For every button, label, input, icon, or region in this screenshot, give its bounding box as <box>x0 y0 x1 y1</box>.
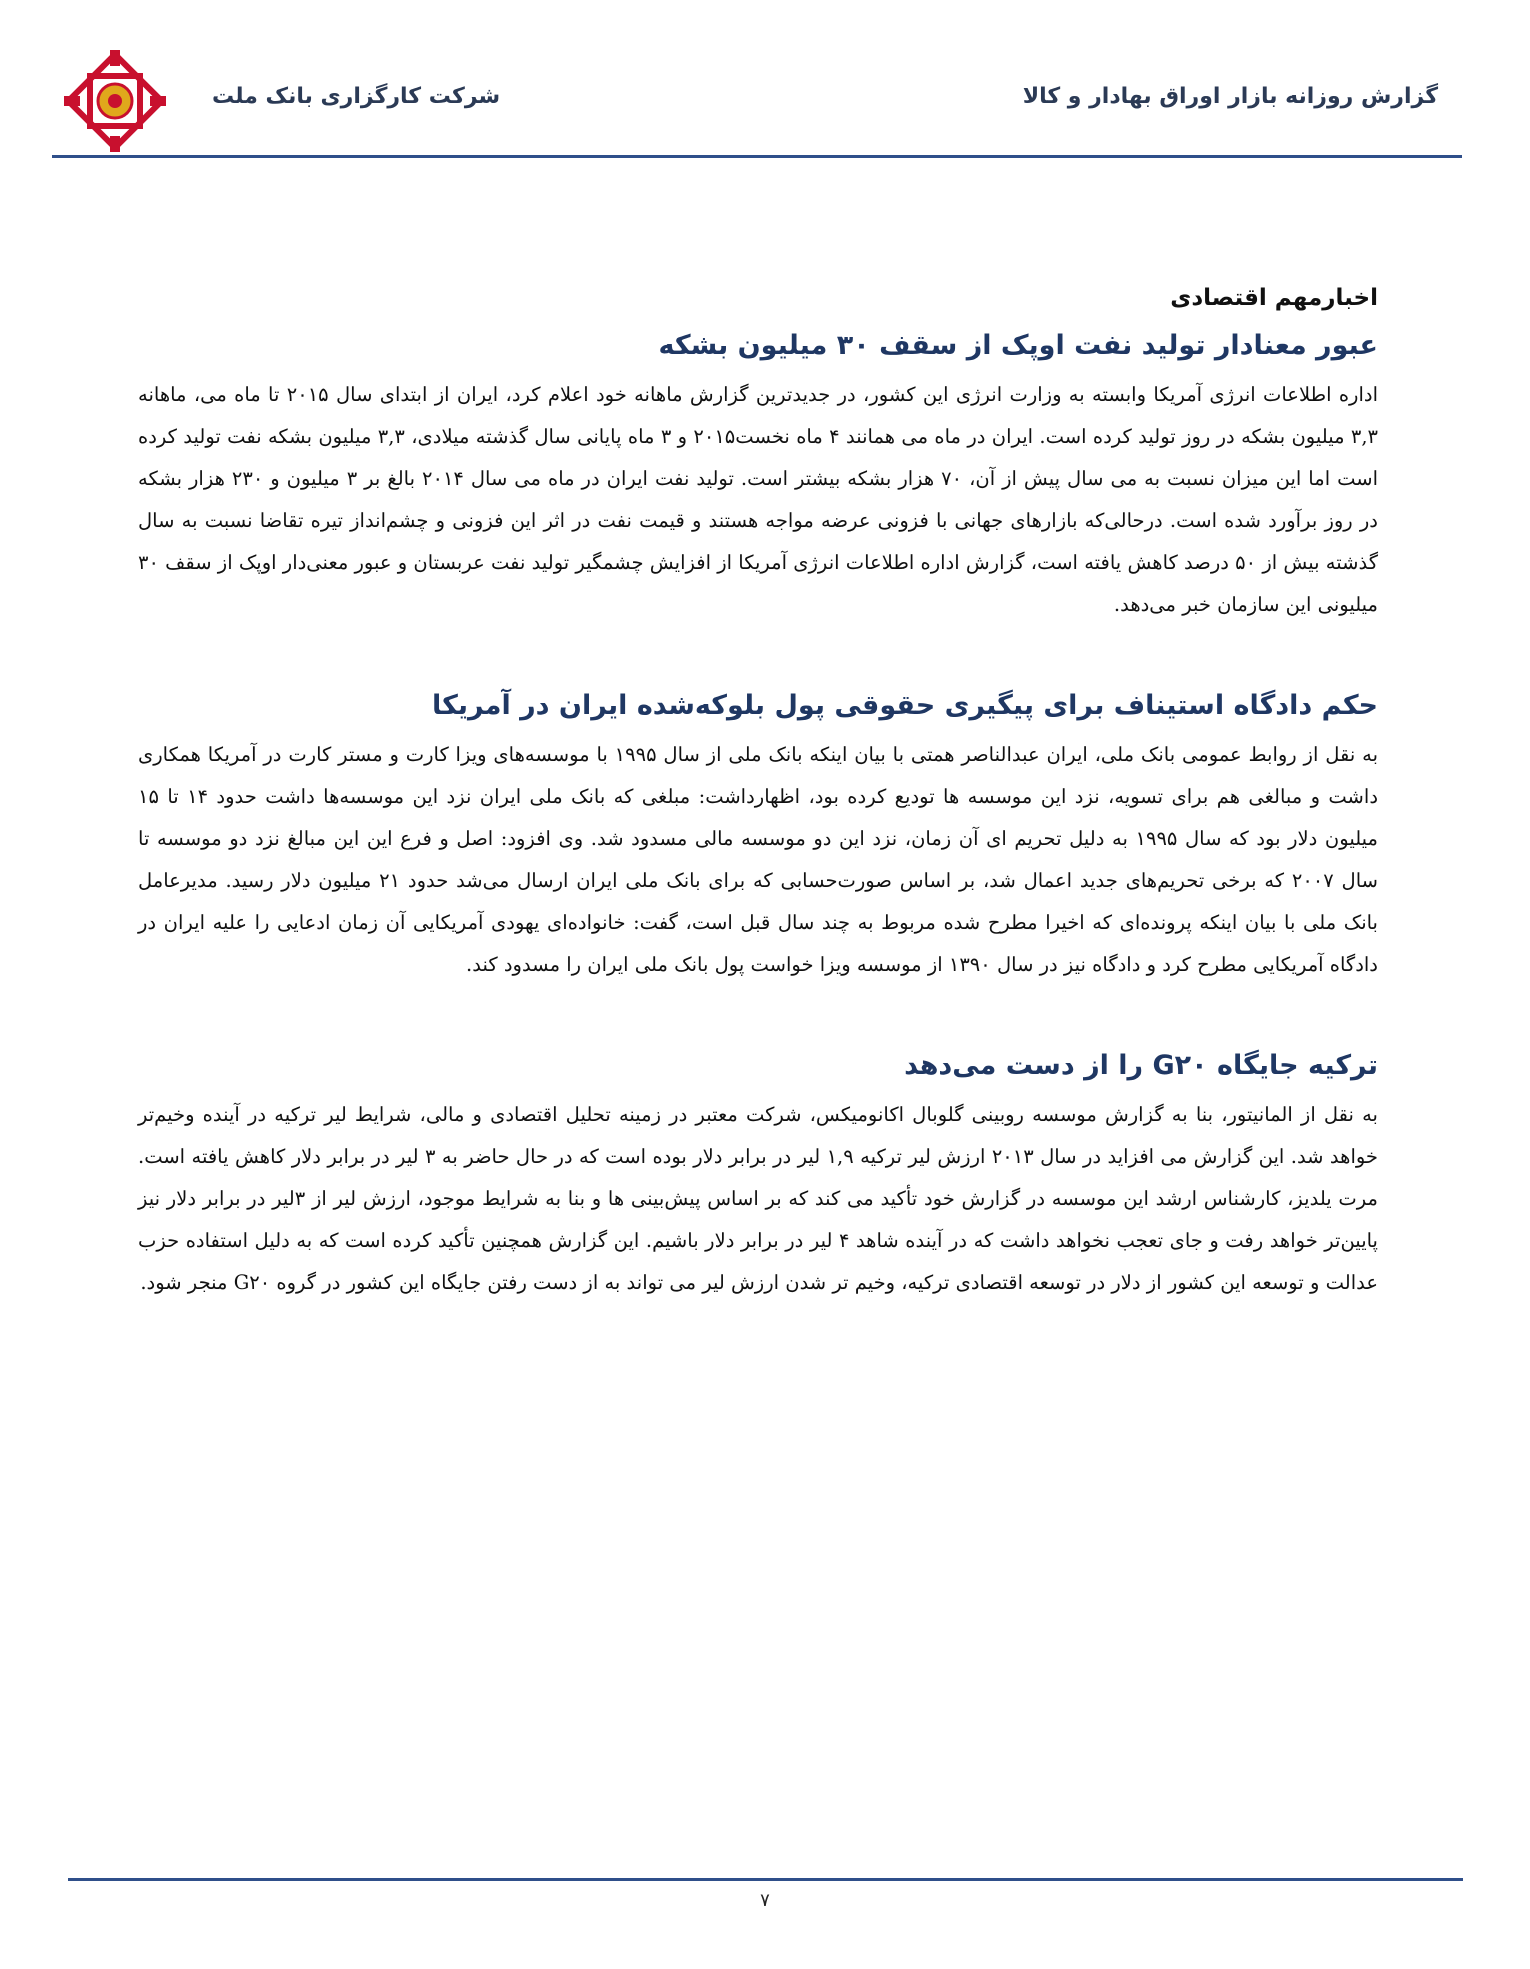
company-name: شرکت کارگزاری بانک ملت <box>212 84 501 109</box>
bank-mellat-logo-icon <box>62 48 168 154</box>
article-body: به نقل از روابط عمومی بانک ملی، ایران عبدالناصر همتی با بیان اینکه بانک ملی از سال ۱۹۹۵ با موسسه‌های ویزا کارت و مستر کارت در آمریکا همکاری داشت و مبالغی هم برای تسویه، نزد این موسسه ها تودیع کرده بود، اظهارداشت: مبلغی که بانک ملی ایران نزد این موسسه‌ها داشت حدود ۱۴ تا ۱۵ میلیون دلار بود که سال ۱۹۹۵ به دلیل تحریم ای آن زمان، نزد این دو موسسه مالی مسدود شد. وی افزود: اصل و فرع این این مبالغ نزد دو موسسه تا سال ۲۰۰۷ که برخی تحریم‌های جدید اعمال شد، بر اساس صورت‌حسابی که برای بانک ملی ایران ارسال می‌شد حدود ۲۱ میلیون دلار رسید. مدیرعامل بانک ملی با بیان اینکه پرونده‌ای که اخیرا مطرح شده مربوط به چند سال قبل است، گفت: خانواده‌ای یهودی آمریکایی آن زمان ادعایی را علیه ایران در دادگاه آمریکایی مطرح کرد و دادگاه نیز در سال ۱۳۹۰ از موسسه ویزا خواست پول بانک ملی ایران را مسدود کند. <box>138 743 1379 976</box>
main-content <box>138 280 1378 1362</box>
article-body: اداره اطلاعات انرژی آمریکا وابسته به وزارت انرژی این کشور، در جدیدترین گزارش ماهانه خود اعلام کرد، ایران از ابتدای سال ۲۰۱۵ تا ماه می، ماهانه ۳,۳ میلیون بشکه در روز تولید کرده است. ایران در ماه می همانند ۴ ماه نخست۲۰۱۵ و ۳ ماه پایانی سال گذشته میلادی، ۳,۳ میلیون بشکه نفت تولید کرده است اما این میزان نسبت به می سال پیش از آن، ۷۰ هزار بشکه بیشتر است. تولید نفت ایران در ماه می سال ۲۰۱۴ بالغ بر ۳ میلیون و ۲۳۰ هزار بشکه در روز برآورد شده است. درحالی‌که بازارهای جهانی با فزونی عرضه مواجه هستند و قیمت نفت در اثر این فزونی و چشم‌انداز تیره تقاضا نسبت به سال گذشته بیش از ۵۰ درصد کاهش یافته است، گزارش اداره اطلاعات انرژی آمریکا از افزایش چشمگیر تولید نفت عربستان و عبور معنی‌دار اوپک از سقف ۳۰ میلیونی این سازمان خبر می‌دهد. <box>138 383 1379 616</box>
page-header <box>0 0 1530 160</box>
article-title: حکم دادگاه استیناف برای پیگیری حقوقی پول بلوکه‌شده ایران در آمریکا <box>431 690 1378 721</box>
page-number: ۷ <box>760 1890 770 1911</box>
article-body: به نقل از المانیتور، بنا به گزارش موسسه روبینی گلوبال اکانومیکس، شرکت معتبر در زمینه تحلیل اقتصادی و مالی، شرایط لیر ترکیه در آینده وخیم‌تر خواهد شد. این گزارش می افزاید در سال ۲۰۱۳ ارزش لیر ترکیه ۱,۹ لیر در برابر دلار بوده است که در حال حاضر به ۳ لیر در برابر دلار کاهش یافته است. مرت یلدیز، کارشناس ارشد این موسسه در گزارش خود تأکید می کند که بر اساس پیش‌بینی ها و بنا به شرایط موجود، ارزش لیر از ۳لیر در برابر دلار نیز پایین‌تر خواهد رفت و جای تعجب نخواهد داشت که در آینده شاهد ۴ لیر در برابر دلار باشیم. این گزارش همچنین تأکید کرده است که به دلیل استفاده حزب عدالت و توسعه این کشور از دلار در توسعه اقتصادی ترکیه، وخیم تر شدن ارزش لیر می تواند به از دست رفتن جایگاه این کشور در گروه G۲۰ منجر شود. <box>138 1103 1378 1294</box>
article <box>138 324 1378 626</box>
article <box>138 1044 1378 1304</box>
article-title: عبور معنادار تولید نفت اوپک از سقف ۳۰ میلیون بشکه <box>658 330 1378 361</box>
header-divider <box>52 155 1462 158</box>
article <box>138 684 1378 986</box>
footer-divider <box>68 1878 1463 1881</box>
article-title: ترکیه جایگاه G۲۰ را از دست می‌دهد <box>904 1050 1378 1081</box>
report-title: گزارش روزانه بازار اوراق بهادار و کالا <box>1022 84 1438 109</box>
section-label: اخبارمهم اقتصادی <box>1170 285 1378 311</box>
